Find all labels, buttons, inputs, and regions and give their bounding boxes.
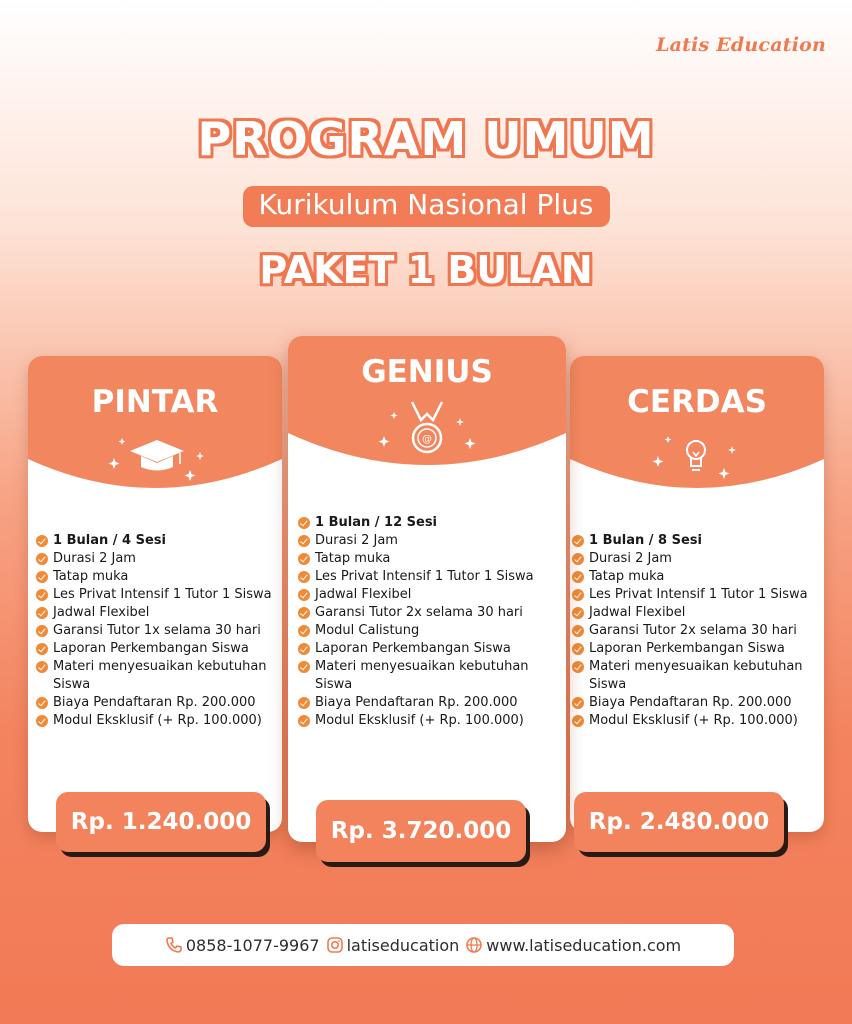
feature-item xyxy=(36,622,272,640)
feature-item xyxy=(572,640,808,658)
feature-text: Laporan Perkembangan Siswa xyxy=(53,641,249,656)
feature-text: Garansi Tutor 2x selama 30 hari xyxy=(589,623,797,638)
plan-name: CERDAS xyxy=(627,384,767,420)
feature-item xyxy=(298,514,534,532)
check-icon xyxy=(298,553,310,565)
feature-item xyxy=(36,550,272,568)
feature-list xyxy=(572,532,808,730)
check-icon xyxy=(298,643,310,655)
contact-phone[interactable] xyxy=(165,936,320,955)
feature-item xyxy=(298,568,534,586)
feature-item xyxy=(572,586,808,604)
page-title: PROGRAM UMUM xyxy=(197,112,655,166)
contact-bar xyxy=(112,924,734,966)
medal-icon xyxy=(368,398,486,468)
feature-text: Jadwal Flexibel xyxy=(589,605,686,620)
feature-text: Modul Calistung xyxy=(315,623,420,638)
feature-text: 1 Bulan / 8 Sesi xyxy=(589,533,702,548)
feature-item xyxy=(298,532,534,550)
instagram-handle: latiseducation xyxy=(346,935,460,955)
brand-logo: Latis Education xyxy=(656,34,826,56)
plan-name: GENIUS xyxy=(361,354,493,390)
check-icon xyxy=(572,589,584,601)
feature-text: Tatap muka xyxy=(53,569,129,584)
check-icon xyxy=(36,715,48,727)
check-icon xyxy=(36,589,48,601)
phone-number: 0858-1077-9967 xyxy=(185,935,320,955)
feature-item xyxy=(36,532,272,550)
page-subtitle: Kurikulum Nasional Plus xyxy=(243,186,610,227)
feature-text: Durasi 2 Jam xyxy=(53,551,136,566)
feature-item xyxy=(298,694,534,712)
check-icon xyxy=(298,571,310,583)
package-title: PAKET 1 BULAN xyxy=(259,248,593,292)
check-icon xyxy=(572,661,584,673)
feature-text: Les Privat Intensif 1 Tutor 1 Siswa xyxy=(589,587,808,602)
lightbulb-icon xyxy=(642,430,752,486)
feature-item xyxy=(572,532,808,550)
plan-card-genius xyxy=(288,336,566,842)
feature-text: Siswa xyxy=(589,677,627,692)
feature-text: Materi menyesuaikan kebutuhan xyxy=(53,659,267,674)
check-icon xyxy=(36,571,48,583)
phone-icon xyxy=(165,936,183,954)
feature-item xyxy=(36,712,272,730)
feature-text: Materi menyesuaikan kebutuhan xyxy=(589,659,803,674)
feature-text: Modul Eksklusif (+ Rp. 100.000) xyxy=(53,713,262,728)
svg-text:@: @ xyxy=(422,434,432,445)
check-icon xyxy=(36,553,48,565)
feature-text: Laporan Perkembangan Siswa xyxy=(315,641,511,656)
contact-instagram[interactable] xyxy=(326,936,460,955)
check-icon xyxy=(572,571,584,583)
feature-item xyxy=(36,676,272,694)
feature-item xyxy=(298,640,534,658)
check-icon xyxy=(298,517,310,529)
feature-text: Materi menyesuaikan kebutuhan xyxy=(315,659,529,674)
feature-text: Jadwal Flexibel xyxy=(315,587,412,602)
feature-item xyxy=(572,676,808,694)
feature-item xyxy=(572,658,808,676)
check-icon xyxy=(298,607,310,619)
website-url: www.latiseducation.com xyxy=(486,935,682,955)
feature-item xyxy=(298,676,534,694)
feature-item xyxy=(298,550,534,568)
plan-card-cerdas xyxy=(570,356,824,832)
check-icon xyxy=(572,715,584,727)
feature-text: Garansi Tutor 1x selama 30 hari xyxy=(53,623,261,638)
feature-text: Les Privat Intensif 1 Tutor 1 Siswa xyxy=(53,587,272,602)
check-icon xyxy=(572,643,584,655)
check-icon xyxy=(36,697,48,709)
feature-item xyxy=(298,622,534,640)
feature-item xyxy=(36,568,272,586)
check-icon xyxy=(572,697,584,709)
feature-text: Modul Eksklusif (+ Rp. 100.000) xyxy=(589,713,798,728)
check-icon xyxy=(298,715,310,727)
feature-item xyxy=(572,622,808,640)
price-button-pintar[interactable]: Rp. 1.240.000 xyxy=(56,792,266,852)
check-icon xyxy=(298,535,310,547)
check-icon xyxy=(572,625,584,637)
check-icon xyxy=(36,535,48,547)
feature-text: 1 Bulan / 12 Sesi xyxy=(315,515,438,530)
feature-item xyxy=(298,712,534,730)
feature-list xyxy=(36,532,272,730)
graduation-cap-icon xyxy=(104,434,214,490)
check-icon xyxy=(572,535,584,547)
check-icon xyxy=(36,625,48,637)
feature-text: 1 Bulan / 4 Sesi xyxy=(53,533,166,548)
check-icon xyxy=(298,697,310,709)
instagram-icon xyxy=(326,936,344,954)
feature-text: Tatap muka xyxy=(315,551,391,566)
check-icon xyxy=(298,661,310,673)
check-icon xyxy=(572,607,584,619)
feature-text: Garansi Tutor 2x selama 30 hari xyxy=(315,605,523,620)
feature-text: Siswa xyxy=(53,677,91,692)
feature-item xyxy=(572,694,808,712)
feature-text: Les Privat Intensif 1 Tutor 1 Siswa xyxy=(315,569,534,584)
contact-website[interactable] xyxy=(465,936,681,955)
feature-item xyxy=(298,586,534,604)
feature-text: Biaya Pendaftaran Rp. 200.000 xyxy=(315,695,518,710)
check-icon xyxy=(572,553,584,565)
feature-item xyxy=(572,604,808,622)
check-icon xyxy=(36,643,48,655)
feature-item xyxy=(572,568,808,586)
feature-item xyxy=(36,604,272,622)
feature-text: Laporan Perkembangan Siswa xyxy=(589,641,785,656)
feature-item xyxy=(36,694,272,712)
feature-text: Siswa xyxy=(315,677,353,692)
feature-text: Modul Eksklusif (+ Rp. 100.000) xyxy=(315,713,524,728)
feature-list xyxy=(298,514,534,730)
feature-text: Durasi 2 Jam xyxy=(315,533,398,548)
check-icon xyxy=(298,589,310,601)
feature-item xyxy=(298,604,534,622)
feature-text: Biaya Pendaftaran Rp. 200.000 xyxy=(589,695,792,710)
feature-text: Jadwal Flexibel xyxy=(53,605,150,620)
feature-text: Durasi 2 Jam xyxy=(589,551,672,566)
feature-item xyxy=(36,658,272,676)
feature-text: Tatap muka xyxy=(589,569,665,584)
price-button-genius[interactable]: Rp. 3.720.000 xyxy=(316,800,526,862)
plan-name: PINTAR xyxy=(91,384,219,420)
check-icon xyxy=(36,607,48,619)
feature-item xyxy=(298,658,534,676)
feature-item xyxy=(572,712,808,730)
check-icon xyxy=(36,661,48,673)
feature-item xyxy=(36,586,272,604)
plan-card-pintar xyxy=(28,356,282,832)
price-button-cerdas[interactable]: Rp. 2.480.000 xyxy=(574,792,784,852)
feature-item xyxy=(36,640,272,658)
globe-icon xyxy=(465,936,483,954)
feature-text: Biaya Pendaftaran Rp. 200.000 xyxy=(53,695,256,710)
feature-item xyxy=(572,550,808,568)
check-icon xyxy=(298,625,310,637)
